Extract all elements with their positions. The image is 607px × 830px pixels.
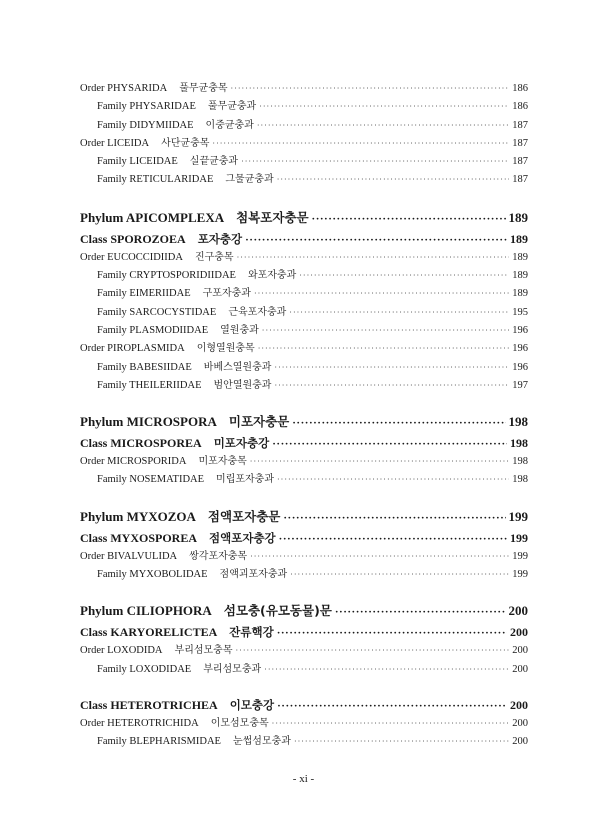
dot-leader — [264, 661, 509, 679]
toc-entry-label — [97, 733, 291, 751]
toc-entry-label — [97, 471, 274, 489]
toc-entry-page: 189 — [512, 270, 528, 282]
toc-entry-phylum[interactable] — [80, 207, 528, 229]
toc-entry-name: Order PHYSARIDA — [80, 83, 168, 94]
table-of-contents — [80, 80, 528, 752]
toc-entry-korean-name: 풀무균충목 — [179, 83, 228, 94]
toc-entry-page: 197 — [512, 379, 528, 391]
toc-entry-name: Phylum APICOMPLEXA — [80, 209, 225, 225]
toc-entry-korean-name: 점액괴포자충과 — [219, 569, 288, 581]
toc-group — [80, 411, 528, 490]
toc-entry-name: Class KARYORELICTEA — [80, 625, 218, 640]
toc-entry-family[interactable] — [80, 661, 528, 679]
toc-group — [80, 695, 528, 752]
toc-entry-family[interactable] — [80, 733, 528, 751]
toc-entry-page: 198 — [512, 456, 528, 468]
toc-entry-korean-name: 사단균충목 — [161, 137, 210, 149]
toc-entry-label — [80, 229, 242, 249]
dot-leader — [277, 471, 509, 489]
toc-entry-page: 196 — [512, 343, 528, 355]
toc-entry-family[interactable] — [80, 98, 528, 116]
toc-entry-name: Family LICEIDAE — [97, 156, 178, 168]
toc-entry-order[interactable] — [80, 642, 528, 660]
dot-leader — [236, 642, 510, 660]
toc-entry-page: 196 — [512, 324, 528, 336]
toc-entry-label — [80, 453, 247, 471]
toc-entry-class[interactable] — [80, 622, 528, 642]
toc-entry-family[interactable] — [80, 171, 528, 189]
toc-entry-label — [97, 171, 274, 189]
toc-entry-order[interactable] — [80, 340, 528, 358]
dot-leader — [283, 507, 505, 529]
toc-entry-korean-name: 와포자충과 — [247, 270, 297, 282]
toc-entry-order[interactable] — [80, 135, 528, 153]
toc-entry-name: Family LOXODIDAE — [97, 663, 192, 675]
toc-entry-korean-name: 범안열원충과 — [213, 379, 272, 391]
toc-entry-label — [80, 715, 269, 733]
toc-entry-page: 189 — [510, 231, 528, 246]
toc-entry-page: 199 — [512, 550, 528, 562]
toc-entry-name: Class MICROSPOREA — [80, 436, 202, 451]
toc-entry-korean-name: 쌍각포자충목 — [189, 550, 248, 562]
page-number: - xi - — [292, 773, 315, 785]
section-gap — [80, 190, 528, 207]
toc-entry-phylum[interactable] — [80, 411, 528, 433]
toc-entry-label — [97, 566, 287, 584]
toc-entry-name: Family BLEPHARISMIDAE — [97, 736, 221, 748]
toc-entry-page: 200 — [510, 625, 528, 640]
toc-entry-family[interactable] — [80, 471, 528, 489]
toc-entry-korean-name: 이형열원충목 — [196, 343, 255, 355]
toc-entry-name: Order EUCOCCIDIIDA — [80, 251, 183, 263]
toc-entry-label — [80, 433, 269, 453]
section-gap — [80, 584, 528, 600]
toc-entry-name: Family SARCOCYSTIDAE — [97, 306, 217, 318]
toc-entry-korean-name: 미립포자충과 — [216, 474, 275, 486]
toc-entry-family[interactable] — [80, 377, 528, 395]
toc-entry-page: 200 — [512, 717, 528, 729]
toc-entry-name: Order BIVALVULIDA — [80, 550, 178, 562]
dot-leader — [257, 117, 509, 135]
toc-entry-name: Class MYXOSPOREA — [80, 530, 198, 545]
dot-leader — [335, 601, 506, 623]
dot-leader — [292, 412, 505, 434]
toc-entry-name: Family RETICULARIDAE — [97, 174, 214, 186]
dot-leader — [259, 98, 509, 116]
toc-entry-family[interactable] — [80, 359, 528, 377]
dot-leader — [277, 623, 507, 643]
toc-entry-class[interactable] — [80, 229, 528, 249]
dot-leader — [299, 267, 509, 285]
dot-leader — [290, 566, 509, 584]
toc-entry-korean-name: 미포자충강 — [213, 436, 270, 451]
toc-entry-label — [80, 207, 309, 229]
toc-entry-phylum[interactable] — [80, 506, 528, 528]
toc-entry-label — [97, 322, 259, 340]
section-gap — [80, 679, 528, 695]
toc-entry-label — [97, 661, 261, 679]
toc-entry-korean-name: 점액포자충문 — [207, 508, 281, 524]
section-gap — [80, 490, 528, 506]
toc-entry-family[interactable] — [80, 304, 528, 322]
toc-entry-name: Family NOSEMATIDAE — [97, 474, 205, 486]
toc-entry-page: 186 — [512, 101, 528, 113]
toc-entry-label — [80, 411, 289, 433]
section-gap — [80, 395, 528, 411]
toc-entry-label — [97, 304, 286, 322]
toc-entry-korean-name: 첨복포자충문 — [236, 209, 309, 225]
toc-entry-name: Order LOXODIDA — [80, 645, 163, 657]
toc-entry-family[interactable] — [80, 566, 528, 584]
toc-entry-label — [80, 135, 209, 153]
dot-leader — [274, 359, 509, 377]
dot-leader — [262, 322, 509, 340]
toc-entry-korean-name: 포자충강 — [197, 231, 243, 246]
toc-entry-order[interactable] — [80, 453, 528, 471]
toc-entry-korean-name: 부리섬모충목 — [174, 645, 233, 657]
dot-leader — [312, 208, 506, 230]
toc-entry-family[interactable] — [80, 117, 528, 135]
toc-entry-label — [97, 267, 296, 285]
toc-entry-label — [97, 117, 254, 135]
toc-entry-label — [80, 600, 332, 622]
toc-entry-family[interactable] — [80, 267, 528, 285]
toc-entry-name: Family EIMERIIDAE — [97, 288, 191, 300]
toc-entry-class[interactable] — [80, 528, 528, 548]
dot-leader — [279, 529, 507, 549]
toc-entry-korean-name: 이중균충과 — [205, 119, 254, 131]
dot-leader — [277, 696, 507, 716]
toc-entry-page: 200 — [512, 645, 528, 657]
toc-group — [80, 80, 528, 190]
toc-entry-label — [97, 153, 238, 171]
toc-entry-label — [80, 642, 233, 660]
dot-leader — [250, 548, 509, 566]
toc-entry-label — [80, 80, 228, 98]
toc-group — [80, 207, 528, 395]
toc-entry-page: 198 — [512, 474, 528, 486]
dot-leader — [254, 285, 509, 303]
dot-leader — [245, 230, 507, 250]
dot-leader — [277, 171, 510, 189]
toc-entry-korean-name: 근육포자충과 — [228, 306, 287, 318]
toc-entry-label — [80, 340, 255, 358]
dot-leader — [272, 715, 510, 733]
toc-entry-page: 200 — [510, 697, 528, 712]
toc-entry-label — [80, 548, 247, 566]
toc-entry-name: Order HETEROTRICHIDA — [80, 717, 199, 729]
toc-entry-page: 199 — [510, 530, 528, 545]
toc-entry-korean-name: 이모섬모충목 — [210, 717, 269, 729]
toc-entry-korean-name: 부리섬모충과 — [203, 663, 262, 675]
toc-entry-name: Family BABESIIDAE — [97, 361, 192, 373]
dot-leader — [237, 249, 510, 267]
toc-entry-name: Phylum MICROSPORA — [80, 414, 217, 430]
toc-entry-page: 198 — [510, 436, 528, 451]
toc-entry-page: 187 — [512, 119, 528, 131]
dot-leader — [272, 434, 507, 454]
dot-leader — [289, 304, 509, 322]
dot-leader — [241, 153, 509, 171]
toc-entry-korean-name: 풀무균충과 — [207, 101, 257, 113]
toc-entry-name: Phylum MYXOZOA — [80, 508, 196, 524]
toc-entry-order[interactable] — [80, 715, 528, 733]
dot-leader — [294, 733, 509, 751]
toc-entry-family[interactable] — [80, 285, 528, 303]
toc-entry-page: 200 — [508, 603, 528, 619]
toc-entry-name: Class SPOROZOEA — [80, 231, 186, 246]
toc-entry-page: 195 — [512, 306, 528, 318]
dot-leader — [258, 340, 510, 358]
toc-entry-name: Family PLASMODIIDAE — [97, 324, 209, 336]
dot-leader — [274, 377, 509, 395]
toc-entry-label — [80, 622, 274, 642]
toc-entry-page: 196 — [512, 361, 528, 373]
toc-entry-page: 187 — [512, 137, 528, 149]
toc-entry-label — [97, 285, 251, 303]
toc-entry-korean-name: 그물균충과 — [225, 174, 274, 186]
toc-entry-name: Phylum CILIOPHORA — [80, 603, 212, 619]
toc-entry-korean-name: 진구충목 — [194, 251, 234, 263]
toc-entry-phylum[interactable] — [80, 600, 528, 622]
toc-entry-name: Family CRYPTOSPORIDIIDAE — [97, 270, 236, 282]
toc-entry-label — [97, 377, 271, 395]
toc-entry-class[interactable] — [80, 695, 528, 715]
toc-entry-label — [97, 359, 271, 377]
toc-entry-order[interactable] — [80, 548, 528, 566]
toc-entry-page: 189 — [508, 209, 528, 225]
toc-entry-name: Family MYXOBOLIDAE — [97, 569, 208, 581]
toc-entry-korean-name: 바베스열원충과 — [203, 361, 272, 373]
toc-entry-order[interactable] — [80, 80, 528, 98]
toc-entry-name: Order LICEIDA — [80, 137, 150, 149]
toc-entry-page: 189 — [512, 288, 528, 300]
toc-entry-korean-name: 눈썹섬모충과 — [232, 736, 291, 748]
toc-entry-page: 186 — [512, 83, 528, 94]
toc-entry-page: 187 — [512, 174, 528, 186]
dot-leader — [212, 135, 509, 153]
toc-entry-page: 187 — [512, 156, 528, 168]
toc-entry-page: 199 — [512, 569, 528, 581]
toc-entry-korean-name: 미포자충목 — [198, 456, 247, 468]
toc-entry-name: Family DIDYMIIDAE — [97, 119, 194, 131]
toc-entry-page: 199 — [508, 508, 528, 524]
toc-entry-korean-name: 실끝균충과 — [189, 156, 239, 168]
dot-leader — [231, 80, 510, 98]
toc-entry-korean-name: 섬모충(유모동물)문 — [223, 603, 332, 619]
toc-entry-family[interactable] — [80, 322, 528, 340]
dot-leader — [250, 453, 509, 471]
toc-entry-name: Family PHYSARIDAE — [97, 101, 196, 113]
toc-group — [80, 600, 528, 679]
toc-entry-page: 189 — [512, 251, 528, 263]
toc-entry-korean-name: 미포자충문 — [228, 414, 290, 430]
toc-entry-label — [80, 249, 234, 267]
toc-entry-page: 200 — [512, 663, 528, 675]
toc-entry-name: Order PIROPLASMIDA — [80, 343, 185, 355]
toc-entry-korean-name: 잔류핵강 — [229, 625, 274, 640]
toc-entry-label — [97, 98, 256, 116]
toc-entry-order[interactable] — [80, 249, 528, 267]
toc-entry-page: 198 — [508, 414, 528, 430]
toc-group — [80, 506, 528, 585]
toc-entry-label — [80, 506, 280, 528]
toc-entry-family[interactable] — [80, 153, 528, 171]
toc-entry-label — [80, 528, 276, 548]
toc-entry-label — [80, 695, 274, 715]
toc-entry-korean-name: 열원충과 — [220, 324, 259, 336]
toc-entry-name: Class HETEROTRICHEA — [80, 697, 218, 712]
toc-entry-name: Family THEILERIIDAE — [97, 379, 202, 391]
toc-entry-page: 200 — [512, 736, 528, 748]
toc-entry-korean-name: 구포자충과 — [202, 288, 251, 300]
toc-entry-korean-name: 점액포자충강 — [209, 530, 276, 545]
toc-entry-name: Order MICROSPORIDA — [80, 456, 187, 468]
toc-entry-korean-name: 이모충강 — [229, 697, 275, 712]
toc-entry-class[interactable] — [80, 433, 528, 453]
